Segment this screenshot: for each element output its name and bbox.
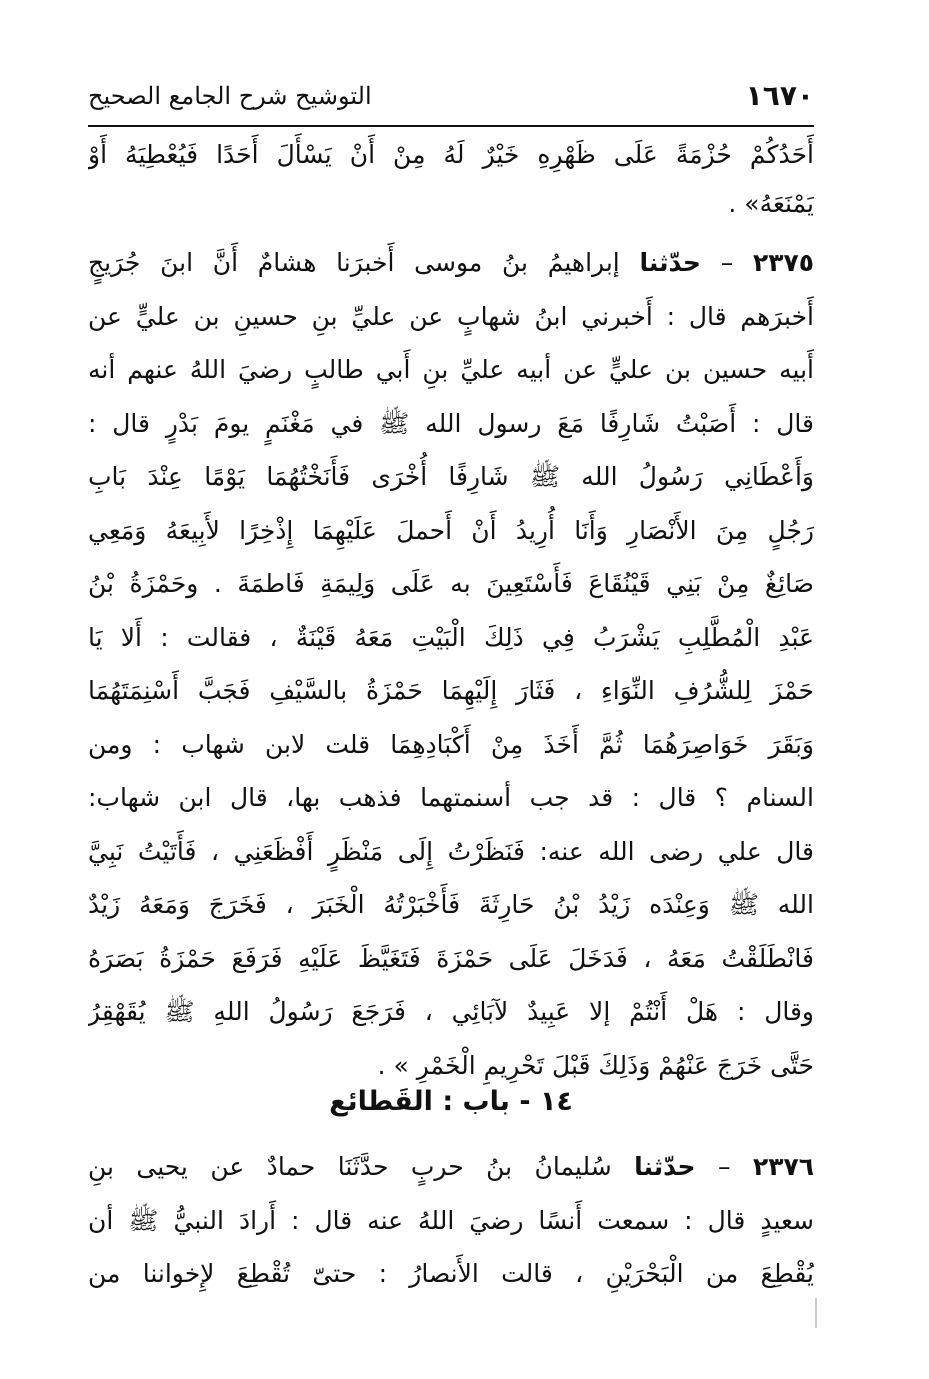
- text-line: قال : أَصَبْتُ شَارِفًا مَعَ رسول الله ﷺ في مَغْنَمٍ يومَ بَدْرٍ قال :: [88, 408, 814, 438]
- text-line: وَأَعْطَانِي رَسُولُ الله ﷺ شَارِفًا أُخْرَى فَأَنَخْتُهُمَا يَوْمًا عِنْدَ بَابِ: [88, 462, 814, 491]
- hadith-number: ٢٣٧٥: [752, 248, 814, 277]
- text-line: حَتَّى خَرَجَ عَنْهُمْ وَذَلِكَ قَبْلَ تَحْرِيمِ الْخَمْرِ » .: [377, 1050, 814, 1080]
- hadith-text: سُليمانُ بنُ حربٍ حدَّثَنَا حمادٌ عن يحيى بنِ: [88, 1152, 612, 1181]
- text-line: سعيدٍ قال : سمعت أَنسًا رضيَ اللهُ عنه قال : أَرادَ النبيُّ ﷺ أن: [88, 1205, 814, 1235]
- page-number: ١٦٧٠: [745, 79, 814, 112]
- running-title: التوشيح شرح الجامع الصحيح: [88, 82, 372, 110]
- text-line: السنام ؟ قال : قد جب أسنمتهما فذهب بها، قال ابن شهاب:: [88, 783, 814, 812]
- hadith-keyword: حدّثنا: [634, 1152, 696, 1181]
- text-line: الله ﷺ وَعِنْدَه زَيْدُ بْنُ حَارِثَةَ فَأَخْبَرْتُهُ الْخَبَرَ ، فَخَرَجَ وَمَعَهُ زَيْدٌ: [88, 890, 814, 919]
- continuation-paragraph: [88, 128, 814, 226]
- text-line: وقال : هَلْ أَنْتُمْ إلا عَبِيدٌ لآبَائِي ، فَرَجَعَ رَسُولُ اللهِ ﷺ يُقَهْقِرُ: [88, 997, 814, 1026]
- text-line: وَبَقَرَ خَوَاصِرَهُمَا ثُمَّ أَخَذَ مِنْ أَكْبَادِهِمَا قلت لابن شهاب : ومن: [88, 729, 814, 759]
- hadith-first-line: [88, 1140, 814, 1194]
- hadith-number: ٢٣٧٦: [752, 1152, 814, 1181]
- text-line: صَائِغٌ مِنْ بَنِي قَيْنُقَاعَ فَأَسْتَعِينَ به عَلَى وَلِيمَةِ فَاطمَةَ . وحَمْزَةُ بْنُ: [88, 569, 814, 598]
- hadith-first-line: [88, 236, 814, 290]
- dash: –: [718, 1152, 731, 1181]
- dash: –: [720, 248, 734, 277]
- text-line: أَحَدُكُمْ حُزْمَةً عَلَى ظَهْرِهِ خَيْرٌ لَهُ مِنْ أَنْ يَسْأَلَ أَحَدًا فَيُعْطِيَهُ أَوْ: [88, 140, 814, 169]
- hadith-2376: [88, 1140, 814, 1301]
- text-line: يُقْطِعَ من الْبَحْرَيْنِ ، قالت الأَنصارُ : حتىّ تُقْطِعَ لإِخواننا من: [88, 1259, 814, 1288]
- text-line: رَجُلٍ مِنَ الأَنْصَارِ وَأَنَا أُرِيدُ أَنْ أَحملَ عَلَيْهِمَا إِذْخِرًا لأَبِيعَهُ وَمَعِي: [88, 515, 814, 545]
- text-line: أَخبرَهم قال : أَخبرني ابنُ شهابٍ عن عليِّ بنِ حسينِ بن عليٍّ عن: [88, 301, 814, 331]
- page-header: [88, 78, 814, 122]
- text-line: أَبيه حسين بن عليٍّ عن أبيه عليِّ بنِ أَبي طالبٍ رضيَ اللهُ عنهم أنه: [88, 355, 814, 384]
- text-line: حَمْزَ لِلشُّرُفِ النِّوَاءِ ، فَثَارَ إِلَيْهِمَا حَمْزَةُ بالسَّيْفِ فَجَبَّ أَسْنِمَتَهُمَا: [88, 676, 814, 705]
- text-line: فَانْطَلَقْتُ مَعَهُ ، فَدَخَلَ عَلَى حَمْزَةَ فَتَغَيَّظَ عَلَيْهِ فَرَفَعَ حَمْزَةُ بَصَرَهُ: [88, 943, 814, 973]
- header-divider: [88, 125, 814, 127]
- text-line: يَمْنَعَهُ» .: [728, 188, 814, 218]
- text-line: عَبْدِ الْمُطَّلِبِ يَشْرَبُ فِي ذَلِكَ الْبَيْتِ مَعَهُ قَيْنَةٌ ، فقالت : أَلا يَا: [88, 622, 814, 652]
- scan-margin-mark: [815, 1298, 817, 1328]
- hadith-keyword: حدّثنا: [639, 248, 701, 277]
- chapter-heading: ١٤ - باب : القَطائع: [329, 1086, 573, 1117]
- text-line: قال علي رضى الله عنه: فَنَظَرْتُ إِلَى مَنْظَرٍ أَفْظَعَنِي ، فَأَتَيْتُ نَبِيَّ: [88, 836, 814, 866]
- hadith-2375: [88, 236, 814, 1092]
- hadith-text: إبراهيمُ بنُ موسى أَخبرَنا هشامٌ أَنَّ ابنَ جُرَيجٍ: [88, 248, 620, 277]
